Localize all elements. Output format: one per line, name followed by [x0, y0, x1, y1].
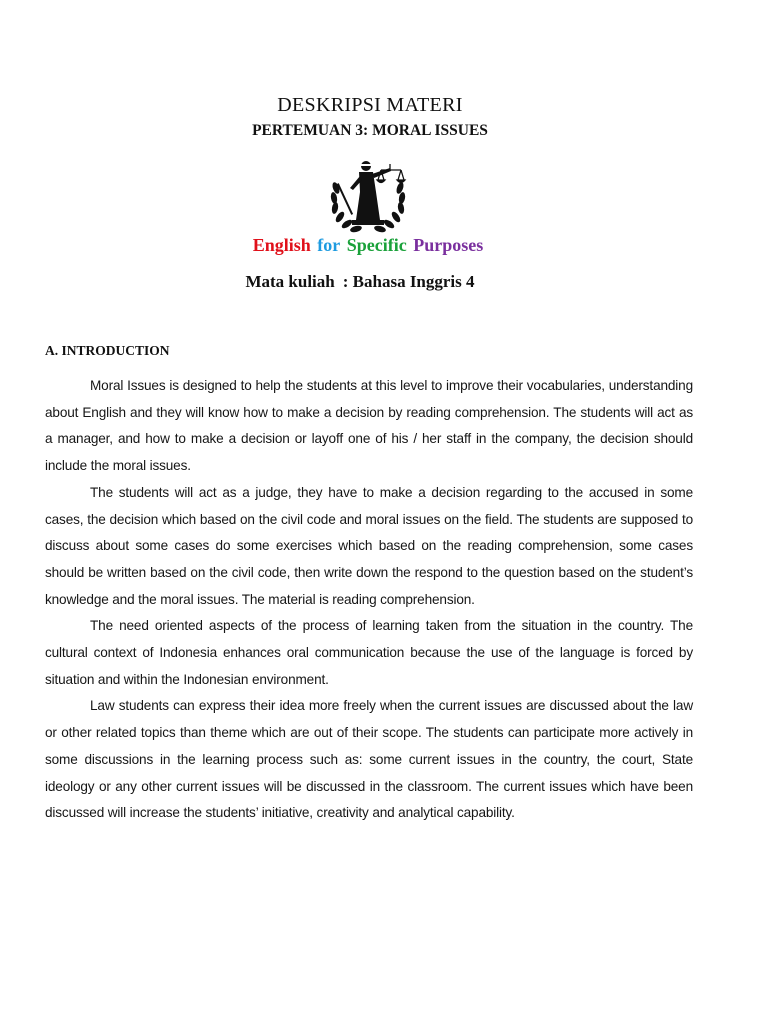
laurel-wreath-right	[373, 181, 406, 233]
laurel-wreath-left	[330, 181, 363, 233]
introduction-body	[45, 373, 693, 827]
course-label: Mata kuliah	[245, 272, 335, 291]
course-line	[0, 272, 720, 292]
lady-justice-emblem-icon	[326, 158, 410, 236]
page-subtitle: PERTEMUAN 3: MORAL ISSUES	[252, 122, 488, 139]
esp-word-english: English	[252, 235, 311, 255]
page-title: DESKRIPSI MATERI	[277, 94, 463, 116]
paragraph: The students will act as a judge, they have to make a decision regarding to the accused in some cases, the decision which based on the civil code and moral issues on the field. The students are supposed to discuss about some cases do some exercises which based on the reading comprehension, some cases should be written based on the civil code, then write down the respond to the question based on the student’s knowledge and the moral issues. The material is reading comprehension.	[45, 484, 693, 607]
paragraph: Law students can express their idea more freely when the current issues are discussed about the law or other related topics than theme which are out of their scope. The students can participate more actively in some discussions in the learning process such as: some current issues in the country, the court, State ideology or any other current issues will be discussed in the classroom. The current issues which have been discussed will increase the students’ initiative, creativity and analytical capability.	[45, 698, 693, 821]
esp-word-purposes: Purposes	[413, 235, 484, 255]
course-value: : Bahasa Inggris 4	[342, 272, 475, 291]
esp-word-for: for	[317, 235, 341, 255]
lady-justice-emblem-svg	[326, 158, 410, 236]
paragraph: The need oriented aspects of the process of learning taken from the situation in the country. The cultural context of Indonesia enhances oral communication because the use of the language is forced by situation and within the Indonesian environment.	[45, 618, 693, 687]
paragraph: Moral Issues is designed to help the students at this level to improve their vocabularies, understanding about English and they will know how to make a decision by reading comprehension. The students will act as a manager, and how to make a decision or layoff one of his / her staff in the company, the decision should include the moral issues.	[45, 378, 693, 474]
esp-heading	[0, 235, 736, 256]
esp-word-specific: Specific	[346, 235, 407, 255]
section-heading: A. INTRODUCTION	[45, 343, 170, 358]
